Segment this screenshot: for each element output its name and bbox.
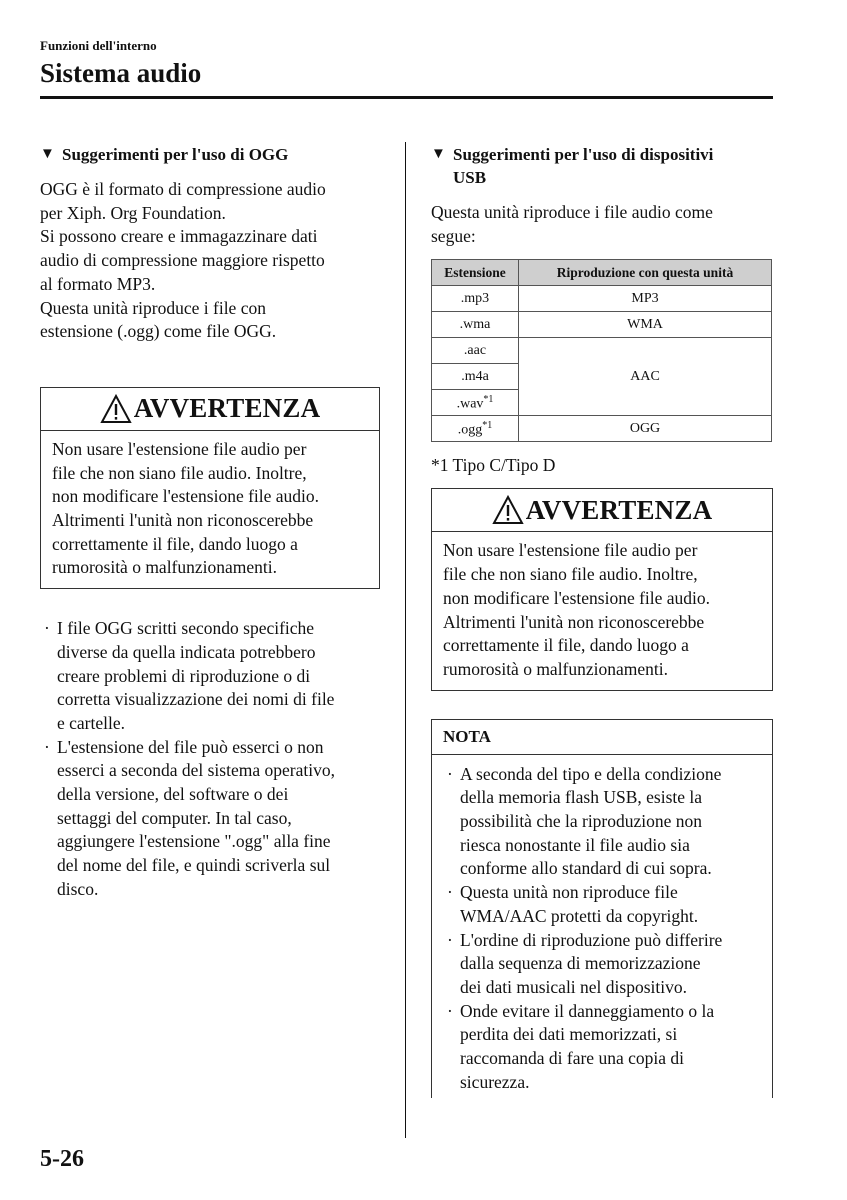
heading-text	[453, 143, 713, 189]
column-divider	[405, 142, 406, 1138]
triangle-marker-icon: ▼	[40, 146, 55, 162]
table-row	[432, 312, 772, 338]
table-cell	[432, 390, 519, 416]
text-line: audio di compressione maggiore rispetto	[40, 250, 325, 271]
text-line: dalla sequenza di memorizzazione	[460, 953, 701, 974]
bullet-dot-icon: ·	[447, 882, 453, 903]
list-item	[40, 736, 380, 902]
table-row	[432, 286, 772, 312]
text-line: Si possono creare e immagazzinare dati	[40, 226, 318, 247]
warning-title: AVVERTENZA	[525, 494, 713, 525]
table-cell: WMA	[519, 312, 772, 338]
list-item	[443, 881, 764, 928]
text-line: perdita dei dati memorizzati, si	[460, 1024, 678, 1045]
bullet-dot-icon: ·	[447, 929, 453, 950]
footnote-marker: *1	[482, 419, 493, 431]
warning-box	[431, 488, 773, 690]
list-item	[443, 929, 764, 1000]
text-line: Onde evitare il danneggiamento o la	[460, 1000, 715, 1021]
cell-text: .ogg	[457, 422, 483, 438]
ogg-bullet-list	[40, 617, 380, 901]
text-line: WMA/AAC protetti da copyright.	[460, 905, 699, 926]
text-line: riesca nonostante il file audio sia	[460, 834, 690, 855]
text-line: I file OGG scritti secondo specifiche	[57, 618, 315, 639]
text-line: e cartelle.	[57, 712, 126, 733]
warning-text	[432, 532, 772, 689]
list-item	[443, 1000, 764, 1095]
text-line: possibilità che la riproduzione non	[460, 811, 703, 832]
text-line: della memoria flash USB, esiste la	[460, 787, 703, 808]
text-line: diverse da quella indicata potrebbero	[57, 641, 316, 662]
text-line: conforme allo standard di cui sopra.	[460, 858, 712, 879]
table-cell: .m4a	[432, 364, 519, 390]
text-line: della versione, del software o dei	[57, 784, 289, 805]
text-line: creare problemi di riproduzione o di	[57, 665, 311, 686]
format-table	[431, 259, 772, 442]
text-line: del nome del file, e quindi scriverla sul	[57, 855, 331, 876]
text-line: Questa unità riproduce i file audio come	[431, 202, 713, 222]
warning-header	[41, 388, 379, 431]
column-header-extension: Estensione	[432, 260, 519, 286]
table-cell: .aac	[432, 338, 519, 364]
table-cell: OGG	[519, 416, 772, 442]
text-line: Altrimenti l'unità non riconoscerebbe	[443, 611, 705, 632]
table-cell: .wma	[432, 312, 519, 338]
text-line: L'ordine di riproduzione può differire	[460, 929, 723, 950]
text-line: corretta visualizzazione dei nomi di file	[57, 689, 335, 710]
table-cell: MP3	[519, 286, 772, 312]
text-line: OGG è il formato di compressione audio	[40, 179, 326, 199]
warning-title: AVVERTENZA	[133, 393, 321, 424]
text-line: non modificare l'estensione file audio.	[443, 587, 711, 608]
text-line: aggiungere l'estensione ".ogg" alla fine	[57, 831, 331, 852]
note-header: NOTA	[432, 720, 772, 755]
text-line: rumorosità o malfunzionamenti.	[443, 658, 669, 679]
text-line: Non usare l'estensione file audio per	[443, 540, 698, 561]
text-line: estensione (.ogg) come file OGG.	[40, 321, 277, 342]
bullet-dot-icon: ·	[44, 618, 50, 639]
text-line: correttamente il file, dando luogo a	[443, 635, 689, 656]
table-header-row	[432, 260, 772, 286]
column-header-playback: Riproduzione con questa unità	[519, 260, 772, 286]
note-box	[431, 719, 773, 1099]
text-line: Altrimenti l'unità non riconoscerebbe	[52, 510, 314, 531]
warning-box	[40, 387, 380, 589]
text-line: sicurezza.	[460, 1071, 530, 1092]
bullet-dot-icon: ·	[44, 736, 50, 757]
left-column	[40, 143, 380, 902]
text-line: al formato MP3.	[40, 273, 156, 294]
text-line: raccomanda di fare una copia di	[460, 1048, 684, 1069]
text-line: Questa unità riproduce i file con	[40, 297, 266, 318]
warning-triangle-icon	[492, 495, 524, 525]
table-footnote: *1 Tipo C/Tipo D	[431, 455, 556, 476]
table-cell	[432, 416, 519, 442]
text-line: file che non siano file audio. Inoltre,	[443, 564, 698, 585]
text-line: segue:	[431, 225, 476, 246]
usb-intro	[431, 201, 773, 248]
bullet-dot-icon: ·	[447, 1000, 453, 1021]
heading-text: Suggerimenti per l'uso di OGG	[62, 145, 289, 164]
text-line: settaggi del computer. In tal caso,	[57, 807, 292, 828]
ogg-tips-heading	[40, 143, 380, 166]
text-line: rumorosità o malfunzionamenti.	[52, 557, 278, 578]
ogg-intro	[40, 178, 380, 344]
text-line: non modificare l'estensione file audio.	[52, 486, 320, 507]
text-line: A seconda del tipo e della condizione	[460, 763, 722, 784]
table-row	[432, 416, 772, 442]
right-column	[431, 143, 773, 1098]
text-line: dei dati musicali nel dispositivo.	[460, 976, 687, 997]
footnote-marker: *1	[483, 393, 494, 405]
page-title: Sistema audio	[40, 58, 202, 88]
note-bullet-list	[432, 755, 772, 1099]
text-line: disco.	[57, 878, 99, 899]
title-rule	[40, 96, 773, 99]
section-label: Funzioni dell'interno	[40, 38, 157, 53]
text-line: correttamente il file, dando luogo a	[52, 533, 298, 554]
list-item	[40, 617, 380, 736]
text-line: per Xiph. Org Foundation.	[40, 202, 226, 223]
table-cell-merged: AAC	[519, 338, 772, 416]
warning-header	[432, 489, 772, 532]
text-line: file che non siano file audio. Inoltre,	[52, 462, 307, 483]
warning-triangle-icon	[100, 394, 132, 424]
cell-text: .wav	[456, 396, 484, 412]
list-item	[443, 763, 764, 882]
text-line: Questa unità non riproduce file	[460, 882, 678, 903]
warning-text	[41, 431, 379, 588]
text-line: esserci a seconda del sistema operativo,	[57, 760, 335, 781]
text-line: USB	[453, 168, 487, 187]
table-row	[432, 338, 772, 364]
triangle-marker-icon: ▼	[431, 146, 446, 162]
page-number: 5-26	[40, 1146, 84, 1172]
bullet-dot-icon: ·	[447, 763, 453, 784]
text-line: Suggerimenti per l'uso di dispositivi	[453, 145, 714, 164]
usb-tips-heading	[431, 143, 773, 189]
text-line: L'estensione del file può esserci o non	[57, 736, 324, 757]
table-cell: .mp3	[432, 286, 519, 312]
text-line: Non usare l'estensione file audio per	[52, 438, 307, 459]
